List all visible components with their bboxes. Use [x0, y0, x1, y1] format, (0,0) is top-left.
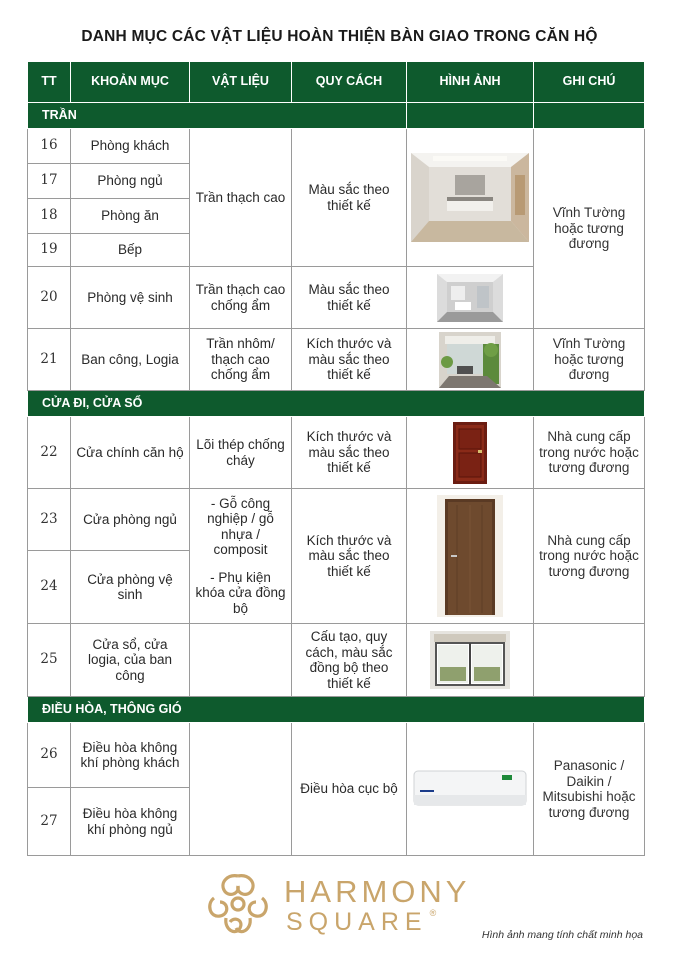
section-label: TRẦN	[28, 103, 407, 129]
row-image	[407, 417, 534, 489]
row-material: Lõi thép chống cháy	[190, 417, 292, 489]
row-item: Phòng vệ sinh	[71, 267, 190, 329]
header-material: VẬT LIỆU	[190, 62, 292, 103]
row-material	[190, 489, 292, 624]
row-number: 27	[28, 788, 71, 856]
row-number: 19	[28, 234, 71, 267]
material-line: - Phụ kiện khóa cửa đồng bộ	[195, 569, 286, 616]
row-number: 23	[28, 489, 71, 551]
row-spec: Kích thước và màu sắc theo thiết kế	[292, 489, 407, 624]
table-row	[28, 417, 645, 489]
harmony-square-logo	[200, 868, 490, 943]
row-number: 21	[28, 329, 71, 391]
header-item: KHOẢN MỤC	[71, 62, 190, 103]
row-spec: Kích thước và màu sắc theo thiết kế	[292, 417, 407, 489]
row-item: Điều hòa không khí phòng khách	[71, 723, 190, 788]
row-item: Cửa phòng ngủ	[71, 489, 190, 551]
materials-table	[27, 61, 645, 856]
bedroom-ceiling-photo	[411, 153, 529, 242]
row-material	[190, 723, 292, 856]
row-note: Vĩnh Tường hoặc tương đương	[534, 129, 645, 329]
table-row	[28, 723, 645, 788]
row-number: 18	[28, 199, 71, 234]
row-item: Phòng khách	[71, 129, 190, 164]
section-air-conditioning	[28, 697, 645, 723]
section-label: ĐIỀU HÒA, THÔNG GIÓ	[28, 697, 645, 723]
material-line: - Gỗ công nghiệp / gỗ nhựa / composit	[207, 495, 274, 558]
row-note	[534, 624, 645, 697]
bathroom-ceiling-photo	[437, 274, 503, 322]
brand-subname: SQUARE ®	[286, 908, 437, 936]
air-conditioner-photo	[412, 765, 528, 813]
section-doors-windows	[28, 391, 645, 417]
row-image	[407, 329, 534, 391]
logo-mark-icon	[200, 868, 276, 940]
header-note: GHI CHÚ	[534, 62, 645, 103]
row-number: 26	[28, 723, 71, 788]
row-note: Vĩnh Tường hoặc tương đương	[534, 329, 645, 391]
main-door-photo	[453, 422, 487, 484]
table-row	[28, 129, 645, 164]
row-image	[407, 489, 534, 624]
row-material	[190, 624, 292, 697]
illustration-caption: Hình ảnh mang tính chất minh họa	[481, 929, 643, 941]
row-material: Trần thạch cao chống ẩm	[190, 267, 292, 329]
row-image	[407, 267, 534, 329]
row-material: Trần thạch cao	[190, 129, 292, 267]
row-item: Điều hòa không khí phòng ngủ	[71, 788, 190, 856]
row-number: 17	[28, 164, 71, 199]
row-image	[407, 624, 534, 697]
row-number: 16	[28, 129, 71, 164]
row-item: Cửa phòng vệ sinh	[71, 551, 190, 624]
row-item: Cửa chính căn hộ	[71, 417, 190, 489]
row-spec: Màu sắc theo thiết kế	[292, 267, 407, 329]
row-item: Ban công, Logia	[71, 329, 190, 391]
interior-door-photo	[437, 495, 503, 617]
window-photo	[430, 631, 510, 689]
section-ceiling	[28, 103, 645, 129]
header-tt: TT	[28, 62, 71, 103]
balcony-photo	[439, 332, 501, 388]
row-spec: Màu sắc theo thiết kế	[292, 129, 407, 267]
row-spec: Điều hòa cục bộ	[292, 723, 407, 856]
row-item: Cửa sổ, cửa logia, của ban công	[71, 624, 190, 697]
header-row	[28, 62, 645, 103]
row-spec: Kích thước và màu sắc theo thiết kế	[292, 329, 407, 391]
row-note: Nhà cung cấp trong nước hoặc tương đương	[534, 417, 645, 489]
table-row	[28, 329, 645, 391]
row-note: Panasonic / Daikin / Mitsubishi hoặc tương đương	[534, 723, 645, 856]
row-number: 24	[28, 551, 71, 624]
page-title: DANH MỤC CÁC VẬT LIỆU HOÀN THIỆN BÀN GIAO TRONG CĂN HỘ	[81, 28, 598, 45]
brand-name: HARMONY	[284, 874, 471, 909]
row-spec: Cấu tạo, quy cách, màu sắc đồng bộ theo thiết kế	[292, 624, 407, 697]
row-item: Bếp	[71, 234, 190, 267]
row-number: 22	[28, 417, 71, 489]
section-label: CỬA ĐI, CỬA SỔ	[28, 391, 645, 417]
row-number: 20	[28, 267, 71, 329]
row-material: Trần nhôm/ thạch cao chống ẩm	[190, 329, 292, 391]
table-row	[28, 624, 645, 697]
row-image	[407, 723, 534, 856]
row-number: 25	[28, 624, 71, 697]
row-note: Nhà cung cấp trong nước hoặc tương đương	[534, 489, 645, 624]
row-image	[407, 129, 534, 267]
row-item: Phòng ngủ	[71, 164, 190, 199]
header-image: HÌNH ẢNH	[407, 62, 534, 103]
table-row	[28, 489, 645, 551]
registered-mark: ®	[429, 908, 437, 918]
row-item: Phòng ăn	[71, 199, 190, 234]
header-spec: QUY CÁCH	[292, 62, 407, 103]
